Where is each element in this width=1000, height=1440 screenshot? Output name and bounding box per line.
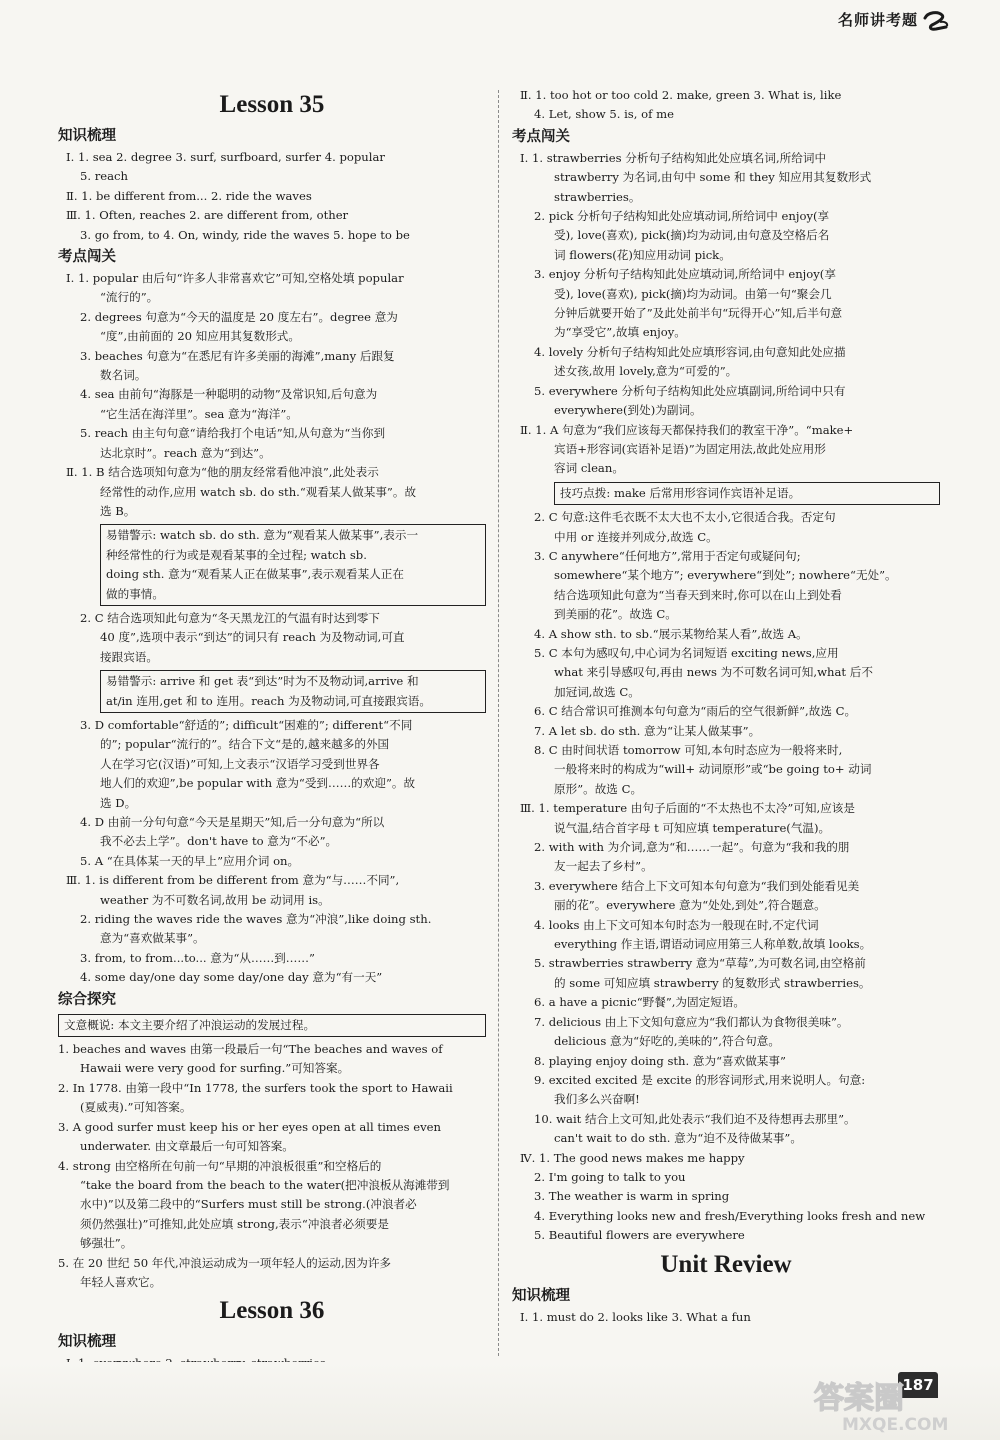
answer-line: 3. D comfortable“舒适的”; difficult“困难的”; different“不同 bbox=[80, 717, 413, 732]
header-brand: 名师讲考题 bbox=[837, 11, 918, 30]
subsection-heading: 考点闯关 bbox=[58, 249, 116, 266]
answer-line: 2. pick 分析句子结构知此处应填动词,所给词中 enjoy(享 bbox=[534, 209, 830, 224]
answer-line: 选 D。 bbox=[100, 795, 137, 810]
answer-line: 7. delicious 由上下文知句意应为“我们都认为食物很美味”。 bbox=[534, 1014, 849, 1029]
answer-line: 5. reach bbox=[80, 169, 129, 184]
watermark-text-url: MXQE.COM bbox=[842, 1415, 949, 1435]
answer-line: Ⅰ. 1. strawberries 分析句子结构知此处应填名词,所给词中 bbox=[520, 150, 827, 165]
answer-line: 3. enjoy 分析句子结构知此处应填动词,所给词中 enjoy(享 bbox=[534, 267, 836, 282]
answer-line: strawberries。 bbox=[554, 189, 641, 204]
answer-line: 2. degrees 句意为“今天的温度是 20 度左右”。degree 意为 bbox=[80, 309, 398, 324]
answer-line: 8. playing enjoy doing sth. 意为“喜欢做某事” bbox=[534, 1053, 786, 1068]
section-title: Lesson 35 bbox=[219, 91, 325, 118]
answer-line: 5. strawberries strawberry 意为“草莓”,为可数名词,由空格前 bbox=[534, 956, 866, 971]
answer-line: 4. sea 由前句“海豚是一种聪明的动物”及常识知,后句意为 bbox=[80, 387, 378, 402]
answer-line: 选 B。 bbox=[100, 503, 136, 518]
answer-line: underwater. 由文章最后一句可知答案。 bbox=[80, 1139, 294, 1154]
answer-line: Ⅳ. 1. The good news makes me happy bbox=[520, 1150, 745, 1165]
answer-line: 5. everywhere 分析句子结构知此处应填副词,所给词中只有 bbox=[534, 383, 846, 398]
answer-line: 8. C 由时间状语 tomorrow 可知,本句时态应为一般将来时, bbox=[534, 743, 843, 757]
answer-line: 6. C 结合常识可推测本句句意为“雨后的空气很新鲜”,故选 C。 bbox=[534, 704, 857, 719]
page-header bbox=[838, 8, 950, 34]
answer-line: 词 flowers(花)知应用动词 pick。 bbox=[554, 247, 731, 262]
answer-line: 5. reach 由主句句意“请给我打个电话”知,从句意为“当你到 bbox=[80, 426, 386, 441]
answer-line: Ⅰ. 1. sea 2. degree 3. surf, surfboard, surfer 4. popular bbox=[66, 150, 385, 164]
answer-line: 意为“喜欢做某事”。 bbox=[100, 931, 205, 946]
tip-box bbox=[554, 482, 940, 505]
watermark-text-main: 答案圈 bbox=[814, 1381, 904, 1416]
answer-line: 2. I'm going to talk to you bbox=[534, 1169, 686, 1184]
answer-line: what 来引导感叹句,再由 news 为不可数名词可知,what 后不 bbox=[554, 665, 873, 680]
answer-line: 分钟后就要开始了”及此处前半句“玩得开心”知,后半句意 bbox=[554, 306, 843, 321]
brand-logo-icon bbox=[922, 10, 950, 32]
answer-line: 4. looks 由上下文可知本句时态为一般现在时,不定代词 bbox=[534, 917, 819, 932]
answer-line: everywhere(到处)为副词。 bbox=[554, 403, 702, 418]
tip-line: 做的事情。 bbox=[106, 586, 164, 601]
answer-line: 我们多么兴奋啊! bbox=[554, 1092, 640, 1107]
answer-line: (夏威夷).”可知答案。 bbox=[80, 1100, 192, 1115]
answer-line: 3. everywhere 结合上下文可知本句句意为“我们到处能看见美 bbox=[534, 878, 860, 893]
answer-line: 2. C 句意:这件毛衣既不太大也不太小,它很适合我。否定句 bbox=[534, 510, 836, 525]
answer-line: 我不必去上学”。don't have to 意为“不必”。 bbox=[100, 834, 338, 849]
answer-line: Ⅲ. 1. Often, reaches 2. are different from, other bbox=[66, 208, 349, 223]
tip-box bbox=[58, 1014, 486, 1037]
answer-line: 地人们的欢迎”,be popular with 意为“受到……的欢迎”。故 bbox=[100, 776, 416, 791]
tip-box bbox=[100, 670, 486, 713]
answer-line: 加冠词,故选 C。 bbox=[554, 684, 640, 699]
answer-line: 5. 在 20 世纪 50 年代,冲浪运动成为一项年轻人的运动,因为许多 bbox=[58, 1255, 392, 1270]
answer-line: 1. beaches and waves 由第一段最后一句“The beaches and waves of bbox=[58, 1042, 443, 1057]
answer-line: 述女孩,故用 lovely,意为“可爱的”。 bbox=[554, 364, 738, 379]
tip-line: 易错警示: arrive 和 get 表“到达”时为不及物动词,arrive 和 bbox=[106, 674, 419, 689]
answer-line: Ⅱ. 1. B 结合选项知句意为“他的朋友经常看他冲浪”,此处表示 bbox=[66, 465, 379, 480]
left-column bbox=[58, 86, 486, 1358]
answer-line: 2. In 1778. 由第一段中“In 1778, the surfers took the sport to Hawaii bbox=[58, 1080, 453, 1095]
answer-line: weather 为不可数名词,故用 be 动词用 is。 bbox=[100, 892, 330, 907]
answer-line: 一般将来时的构成为“will+ 动词原形”或“be going to+ 动词 bbox=[554, 762, 872, 777]
answer-line: Hawaii were very good for surfing.”可知答案。 bbox=[80, 1061, 350, 1076]
answer-line: 3. from, to from...to... 意为“从……到……” bbox=[80, 950, 315, 965]
subsection-heading: 综合探究 bbox=[58, 991, 116, 1008]
answer-line: 3. beaches 句意为“在悉尼有许多美丽的海滩”,many 后跟复 bbox=[80, 348, 395, 363]
answer-line: 2. riding the waves ride the waves 意为“冲浪”,like doing sth. bbox=[80, 912, 432, 927]
answer-line: can't wait to do sth. 意为“迫不及待做某事”。 bbox=[554, 1131, 802, 1146]
answer-line: 受), love(喜欢), pick(摘)均为动词,由句意及空格后名 bbox=[554, 228, 830, 243]
answer-line: 4. A show sth. to sb.“展示某物给某人看”,故选 A。 bbox=[534, 626, 808, 641]
answer-line: 5. C 本句为感叹句,中心词为名词短语 exciting news,应用 bbox=[534, 645, 839, 660]
answer-line: 容词 clean。 bbox=[554, 461, 624, 476]
answer-line: “它生活在海洋里”。sea 意为“海洋”。 bbox=[100, 406, 298, 421]
answer-line: 4. D 由前一分句句意“今天是星期天”知,后一分句意为“所以 bbox=[80, 815, 385, 829]
answer-line: 经常性的动作,应用 watch sb. do sth.“观看某人做某事”。故 bbox=[100, 484, 417, 499]
tip-line: at/in 连用,get 和 to 连用。reach 为及物动词,可直接跟宾语。 bbox=[106, 693, 431, 708]
answer-line: “流行的”。 bbox=[100, 290, 159, 305]
answer-line: 3. go from, to 4. On, windy, ride the waves 5. hope to be bbox=[80, 227, 410, 242]
answer-line: 2. C 结合选项知此句意为“冬天黑龙江的气温有时达到零下 bbox=[80, 610, 380, 625]
answer-line: Ⅲ. 1. temperature 由句子后面的“不太热也不太冷”可知,应该是 bbox=[520, 801, 855, 816]
answer-line: delicious 意为“好吃的,美味的”,符合句意。 bbox=[554, 1034, 780, 1049]
answer-line: 年轻人喜欢它。 bbox=[80, 1274, 162, 1289]
answer-line: 人在学习它(汉语)”可知,上文表示“汉语学习受到世界各 bbox=[100, 756, 380, 771]
tip-line: doing sth. 意为“观看某人正在做某事”,表示观看某人正在 bbox=[106, 567, 404, 582]
answer-line: 达北京时”。reach 意为“到达”。 bbox=[100, 445, 271, 460]
answer-line: Ⅱ. 1. too hot or too cold 2. make, green 3. What is, like bbox=[520, 88, 842, 102]
answer-line: Ⅱ. 1. A 句意为“我们应该每天都保持我们的教室干净”。“make+ bbox=[520, 422, 854, 437]
answer-line: 数名词。 bbox=[100, 368, 147, 383]
answer-line: 7. A let sb. do sth. 意为“让某人做某事”。 bbox=[534, 723, 761, 738]
subsection-heading: 考点闯关 bbox=[512, 128, 570, 145]
answer-line: 9. excited excited 是 excite 的形容词形式,用来说明人。句意: bbox=[534, 1072, 866, 1087]
answer-line: 4. lovely 分析句子结构知此处应填形容词,由句意知此处应描 bbox=[534, 344, 846, 359]
answer-line: 3. C anywhere“任何地方”,常用于否定句或疑问句; bbox=[534, 548, 801, 563]
answer-line: Ⅱ. 1. be different from... 2. ride the waves bbox=[66, 188, 312, 203]
answer-line: 宾语+形容词(宾语补足语)”为固定用法,故此处应用形 bbox=[554, 441, 826, 456]
answer-line: 到美丽的花”。故选 C。 bbox=[554, 607, 677, 622]
answer-line: 3. A good surfer must keep his or her eyes open at all times even bbox=[58, 1119, 442, 1134]
subsection-heading: 知识梳理 bbox=[58, 1334, 116, 1351]
subsection-heading: 知识梳理 bbox=[58, 128, 116, 144]
section-title: Lesson 36 bbox=[219, 1297, 325, 1325]
tip-box bbox=[100, 524, 486, 606]
answer-line: 4. Let, show 5. is, of me bbox=[534, 107, 674, 122]
answer-line: 10. wait 结合上文可知,此处表示“我们迫不及待想再去那里”。 bbox=[534, 1111, 856, 1126]
answer-line: 4. strong 由空格所在句前一句“早期的冲浪板很重”和空格后的 bbox=[58, 1158, 382, 1173]
tip-line: 种经常性的行为或是观看某事的全过程; watch sb. bbox=[106, 547, 367, 562]
section-title: Unit Review bbox=[660, 1250, 792, 1278]
subsection-heading: 知识梳理 bbox=[512, 1287, 570, 1304]
answer-line: 友一起去了乡村”。 bbox=[554, 859, 653, 874]
answer-line: 5. A “在具体某一天的早上”应用介词 on。 bbox=[80, 853, 300, 868]
answer-line: 2. with with 为介词,意为“和……一起”。句意为“我和我的朋 bbox=[534, 840, 850, 855]
answer-line: 受), love(喜欢), pick(摘)均为动词。由第一句“聚会几 bbox=[554, 286, 832, 301]
answer-line: 为“享受它”,故填 enjoy。 bbox=[554, 325, 686, 340]
answer-line: 原形”。故选 C。 bbox=[554, 781, 643, 796]
answer-line: Ⅰ. 1. must do 2. looks like 3. What a fun bbox=[520, 1309, 751, 1324]
answer-line: 6. a have a picnic“野餐”,为固定短语。 bbox=[534, 995, 745, 1010]
answer-line: 须仍然强壮)”可推知,此处应填 strong,表示“冲浪者必须要是 bbox=[80, 1216, 389, 1231]
answer-line: 中用 or 连接并列成分,故选 C。 bbox=[554, 529, 718, 544]
answer-line: “take the board from the beach to the water(把冲浪板从海滩带到 bbox=[80, 1177, 450, 1192]
answer-line: 结合选项知此句意为“当春天到来时,你可以在山上到处看 bbox=[554, 587, 842, 602]
answer-line: somewhere“某个地方”; everywhere“到处”; nowhere“无处”。 bbox=[554, 568, 897, 583]
answer-line: 5. Beautiful flowers are everywhere bbox=[534, 1228, 745, 1243]
answer-line: 4. some day/one day some day/one day 意为“有一天” bbox=[80, 970, 383, 985]
answer-line: 4. Everything looks new and fresh/Everything looks fresh and new bbox=[534, 1208, 926, 1223]
answer-line: 3. The weather is warm in spring bbox=[534, 1189, 730, 1204]
answer-line: “度”,由前面的 20 知应用其复数形式。 bbox=[100, 329, 300, 344]
answer-line: Ⅲ. 1. is different from be different from 意为“与……不同”, bbox=[66, 873, 400, 888]
answer-line: 水中)”以及第二段中的“Surfers must still be strong.(冲浪者必 bbox=[80, 1197, 417, 1212]
answer-line: 接跟宾语。 bbox=[100, 649, 158, 664]
tip-line: 技巧点拨: make 后常用形容词作宾语补足语。 bbox=[560, 485, 801, 500]
tip-line: 易错警示: watch sb. do sth. 意为“观看某人做某事”,表示一 bbox=[106, 528, 419, 543]
answer-line: 说气温,结合首字母 t 可知应填 temperature(气温)。 bbox=[554, 820, 831, 835]
watermark-logo bbox=[808, 1376, 988, 1436]
answer-line: 够强壮”。 bbox=[80, 1236, 133, 1251]
answer-line: Ⅰ. 1. popular 由后句“许多人非常喜欢它”可知,空格处填 popular bbox=[66, 271, 404, 286]
answer-line: everything 作主语,谓语动词应用第三人称单数,故填 looks。 bbox=[554, 937, 872, 952]
answer-line: 丽的花”。everywhere 意为“处处,到处”,符合题意。 bbox=[554, 898, 826, 913]
answer-line: 的 some 可知应填 strawberry 的复数形式 strawberries。 bbox=[554, 975, 871, 990]
right-column bbox=[512, 86, 940, 1358]
answer-line: strawberry 为名词,由句中 some 和 they 知应用其复数形式 bbox=[554, 170, 872, 185]
column-divider bbox=[498, 90, 499, 1356]
answer-line: 的”; popular“流行的”。结合下文“是的,越来越多的外国 bbox=[100, 737, 390, 752]
tip-line: 文意概说: 本文主要介绍了冲浪运动的发展过程。 bbox=[64, 1017, 316, 1032]
answer-line: 40 度”,选项中表示“到达”的词只有 reach 为及物动词,可直 bbox=[100, 630, 405, 645]
page-number: 187 bbox=[898, 1372, 938, 1398]
